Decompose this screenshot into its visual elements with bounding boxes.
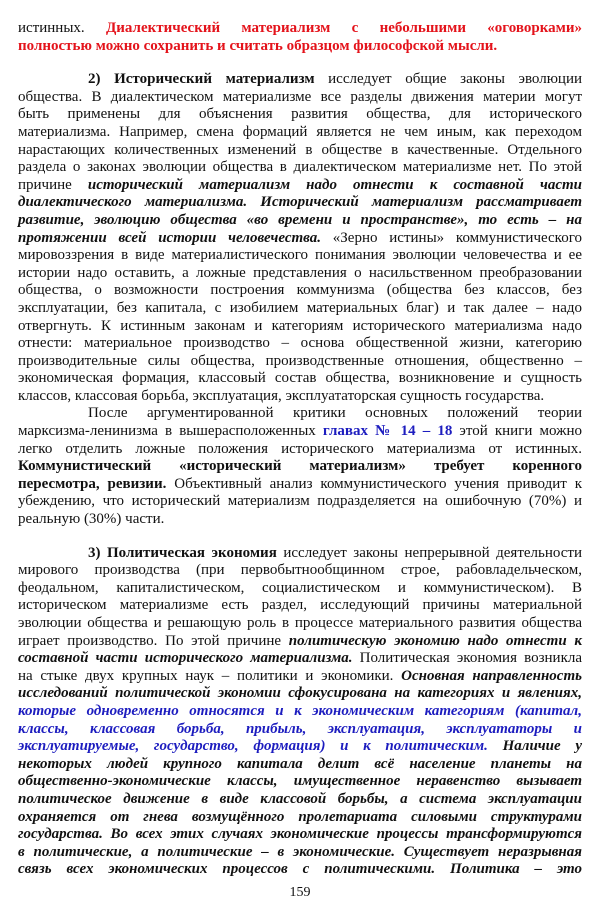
text-line xyxy=(18,177,582,195)
text-run: играет производство. По этой причине xyxy=(18,632,289,649)
text-line xyxy=(18,562,582,580)
text-run: эксплуатации, без капитала, с изобилием материальных благ) и так далее – надо xyxy=(18,299,582,316)
paragraph xyxy=(18,20,582,55)
text-line xyxy=(18,668,582,686)
text-run: общества, о возможности построения коммунизма (общества без классов, без xyxy=(18,282,582,299)
emphasized-text-run: пересмотра, ревизии. xyxy=(18,475,167,492)
text-line xyxy=(18,388,582,406)
text-line xyxy=(18,38,582,56)
text-line xyxy=(18,441,582,459)
text-run: феодальном, капиталистическом, социалистическом и коммунистическом). В xyxy=(18,579,582,596)
text-line xyxy=(18,247,582,265)
emphasized-text-run: государства. Во всех этих случаях экономические процессы трансформируются xyxy=(18,826,582,843)
text-line xyxy=(18,353,582,371)
emphasized-text-run: в политические, а политические – в экономические. Существует неразрывная xyxy=(18,843,582,860)
paragraph xyxy=(18,545,582,879)
text-line xyxy=(18,318,582,336)
text-run: марксизма-ленинизма в вышерасположенных xyxy=(18,423,323,440)
page-number: 159 xyxy=(289,885,311,900)
text-run: быть применены для объяснения развития общества, для исторического xyxy=(18,106,582,123)
text-run: Объективный анализ коммунистического учения приводит к xyxy=(166,475,582,492)
text-run: материализма. Например, смена формаций является не чем иным, как переходом xyxy=(18,123,582,140)
text-line xyxy=(18,861,582,879)
text-line xyxy=(18,650,582,668)
emphasized-text-run: исторический материализм надо отнести к составной части xyxy=(87,176,582,193)
emphasized-text-run: связь всех экономических процессов с политическими. Политика – это xyxy=(18,861,582,878)
text-run: эволюции общества и решающую роль в процессе материального развития общества xyxy=(18,615,582,631)
emphasized-text-run: Наличие у xyxy=(487,738,582,755)
text-line xyxy=(18,370,582,388)
text-run: истории надо оставить, а ложные представления о насильственном преобразовании xyxy=(18,264,582,281)
text-line xyxy=(18,124,582,142)
document-page xyxy=(18,20,582,879)
text-run: отвергнуть. К истинным законам и категориям исторического материализма надо xyxy=(18,317,582,334)
emphasized-text-run: исследований политической экономии сфокусирована на категориях и явлениях, xyxy=(18,685,582,702)
text-line xyxy=(18,703,582,721)
text-run: мирового производства (при первобытнообщинном строе, рабовладельческом, xyxy=(18,562,582,579)
text-line xyxy=(18,423,582,441)
text-line xyxy=(18,685,582,703)
text-line xyxy=(18,89,582,107)
text-run: мировоззрения в виде материалистического понимания эволюции человечества и ее xyxy=(18,247,582,264)
emphasized-text-run: общественно-экономические классы, имущественное неравенство вызывает xyxy=(18,773,582,790)
text-run: раздела о законах эволюции общества в диалектическом материализме нет. По этой xyxy=(18,159,582,176)
emphasized-text-run: Коммунистический «исторический материализм» требует коренного xyxy=(18,458,582,475)
emphasized-text-run: политическое движение в виде классовой борьбы, а система эксплуатации xyxy=(18,790,582,807)
text-line xyxy=(18,20,582,38)
text-run: истинных. xyxy=(18,20,106,36)
text-line xyxy=(18,71,582,89)
emphasized-text-run: Диалектический материализм с небольшими «оговорками» xyxy=(105,20,582,36)
text-line xyxy=(18,230,582,248)
text-run: экономическая формация, классовый состав общества, возникновение и сущность xyxy=(18,370,582,387)
emphasized-text-run: составной части исторического материализма. xyxy=(18,650,353,667)
emphasized-text-run: некоторых людей крупного капитала делит всё население планеты на xyxy=(18,755,582,772)
text-line xyxy=(18,826,582,844)
text-line xyxy=(18,615,582,633)
text-run: историческом материализме есть раздел, исследующий причины материальной xyxy=(18,597,582,614)
text-line xyxy=(18,335,582,353)
text-run: исследует законы непрерывной деятельности xyxy=(276,544,583,561)
text-run: причине xyxy=(18,176,88,193)
emphasized-text-run: политическую экономию надо отнести к xyxy=(288,632,582,649)
text-run: исследует общие законы эволюции xyxy=(314,71,582,88)
emphasized-text-run: Основная направленность xyxy=(401,667,582,684)
text-line xyxy=(18,545,582,563)
text-line xyxy=(18,282,582,300)
emphasized-text-run: протяжении всей истории человечества. xyxy=(18,229,321,246)
text-line xyxy=(18,476,582,494)
text-line xyxy=(18,633,582,651)
text-run: общества. В диалектическом материализме все разделы движения материи могут xyxy=(18,88,582,105)
text-line xyxy=(18,738,582,756)
text-line xyxy=(18,597,582,615)
emphasized-text-run: 2) Исторический материализм xyxy=(88,71,315,88)
text-line xyxy=(18,756,582,774)
text-run: этой книги можно xyxy=(452,423,582,440)
text-run: Политическая экономия возникла xyxy=(352,650,582,667)
text-run: «Зерно истины» коммунистического xyxy=(321,229,582,246)
text-run: классов, классовая борьба, эксплуатация, эксплуататорская сущность государства. xyxy=(18,387,545,404)
text-run: реальную (30%) части. xyxy=(18,511,165,528)
emphasized-text-run: главах № 14 – 18 xyxy=(322,423,453,440)
emphasized-text-run: полностью можно сохранить и считать образцом философской мысли. xyxy=(18,37,498,54)
text-line xyxy=(18,142,582,160)
paragraph xyxy=(18,71,582,528)
text-line xyxy=(18,773,582,791)
text-line xyxy=(18,511,582,529)
text-run: После аргументированной критики основных положений теории xyxy=(88,405,582,422)
text-line xyxy=(18,721,582,739)
text-line xyxy=(18,844,582,862)
text-line xyxy=(18,493,582,511)
text-run: на стыке двух крупных наук – политики и экономики. xyxy=(18,667,402,684)
emphasized-text-run: эксплуатируемые, государство, формация) и к политическим. xyxy=(18,738,488,755)
emphasized-text-run: развитие, эволюцию общества «во времени и пространстве», то есть – на xyxy=(18,211,582,228)
text-line xyxy=(18,405,582,423)
text-line xyxy=(18,580,582,598)
text-line xyxy=(18,212,582,230)
text-line xyxy=(18,265,582,283)
emphasized-text-run: классы, классовая борьба, прибыль, эксплуатация, эксплуататоры и xyxy=(18,720,582,737)
text-line xyxy=(18,194,582,212)
text-line xyxy=(18,791,582,809)
emphasized-text-run: которые одновременно относятся и к экономическим категориям (капитал, xyxy=(18,702,582,719)
text-run: убеждению, что исторический материализм подразделяется на ошибочную (70%) и xyxy=(18,493,582,510)
text-run: производительные силы общества, производственные отношения, общественно – xyxy=(18,352,582,369)
text-line xyxy=(18,458,582,476)
emphasized-text-run: 3) Политическая экономия xyxy=(88,544,277,561)
text-line xyxy=(18,106,582,124)
text-line xyxy=(18,159,582,177)
text-run: отнести: материальное производство – основа общественной жизни, категорию xyxy=(18,335,582,352)
text-run: нарастающих количественных изменений в обществе в качественные. Отдельного xyxy=(18,141,582,158)
emphasized-text-run: охраняется от гнева возмущённого пролетариата силовыми структурами xyxy=(18,808,582,825)
text-run: легко отделить ложные положения исторического материализма от истинных. xyxy=(18,440,582,457)
text-line xyxy=(18,300,582,318)
emphasized-text-run: диалектического материализма. Исторический материализм рассматривает xyxy=(18,194,582,211)
text-line xyxy=(18,809,582,827)
